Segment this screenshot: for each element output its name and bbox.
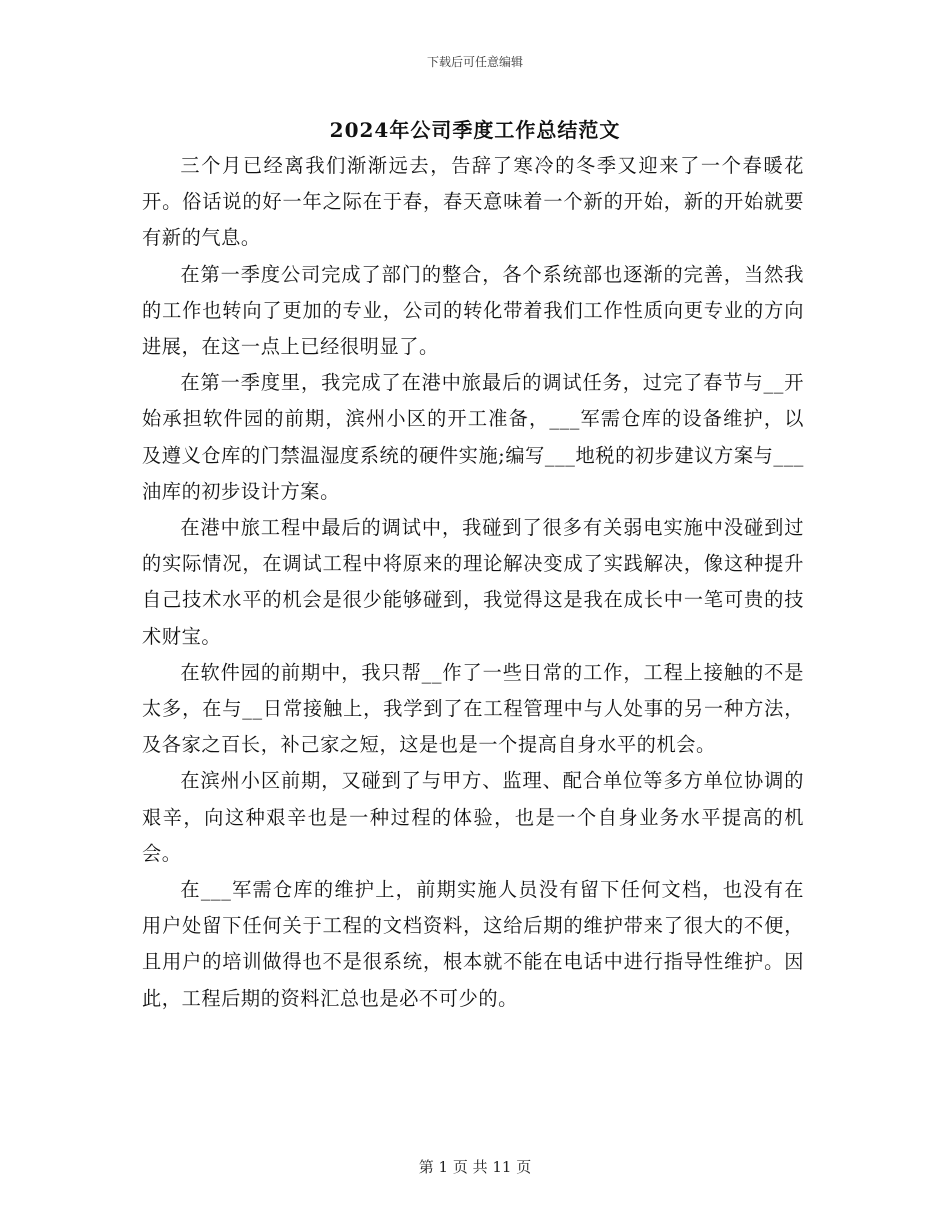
paragraph-6: 在滨州小区前期，又碰到了与甲方、监理、配合单位等多方单位协调的艰辛，向这种艰辛也是一种过程的体验，也是一个自身业务水平提高的机会。 bbox=[142, 769, 804, 865]
document-title: 2024年公司季度工作总结范文 bbox=[329, 118, 621, 142]
paragraph-3: 在第一季度里，我完成了在港中旅最后的调试任务，过完了春节与__开始承担软件园的前期，滨州小区的开工准备，___军需仓库的设备维护，以及遵义仓库的门禁温湿度系统的硬件实施;编写___地税的初步建议方案与___油库的初步设计方案。 bbox=[142, 371, 804, 503]
header-note: 下载后可任意编辑 bbox=[426, 55, 523, 69]
paragraph-1: 三个月已经离我们渐渐远去，告辞了寒冷的冬季又迎来了一个春暖花开。俗话说的好一年之际在于春，春天意味着一个新的开始，新的开始就要有新的气息。 bbox=[142, 154, 804, 250]
paragraph-2: 在第一季度公司完成了部门的整合，各个系统部也逐渐的完善，当然我的工作也转向了更加的专业，公司的转化带着我们工作性质向更专业的方向进展，在这一点上已经很明显了。 bbox=[142, 262, 804, 359]
page-number: 第 1 页 共 11 页 bbox=[418, 1158, 532, 1176]
paragraph-5: 在软件园的前期中，我只帮__作了一些日常的工作，工程上接触的不是太多，在与__日常接触上，我学到了在工程管理中与人处事的另一种方法，及各家之百长，补己家之短，这是也是一个提高自身水平的机会。 bbox=[142, 660, 804, 757]
document-body bbox=[142, 148, 804, 1017]
paragraph-4: 在港中旅工程中最后的调试中，我碰到了很多有关弱电实施中没碰到过的实际情况，在调试工程中将原来的理论解决变成了实践解决，像这种提升自己技术水平的机会是很少能够碰到，我觉得这是我在成长中一笔可贵的技术财宝。 bbox=[142, 516, 804, 648]
paragraph-7: 在___军需仓库的维护上，前期实施人员没有留下任何文档，也没有在用户处留下任何关于工程的文档资料，这给后期的维护带来了很大的不便，且用户的培训做得也不是很系统，根本就不能在电话中进行指导性维护。因此，工程后期的资料汇总也是必不可少的。 bbox=[142, 878, 804, 1010]
